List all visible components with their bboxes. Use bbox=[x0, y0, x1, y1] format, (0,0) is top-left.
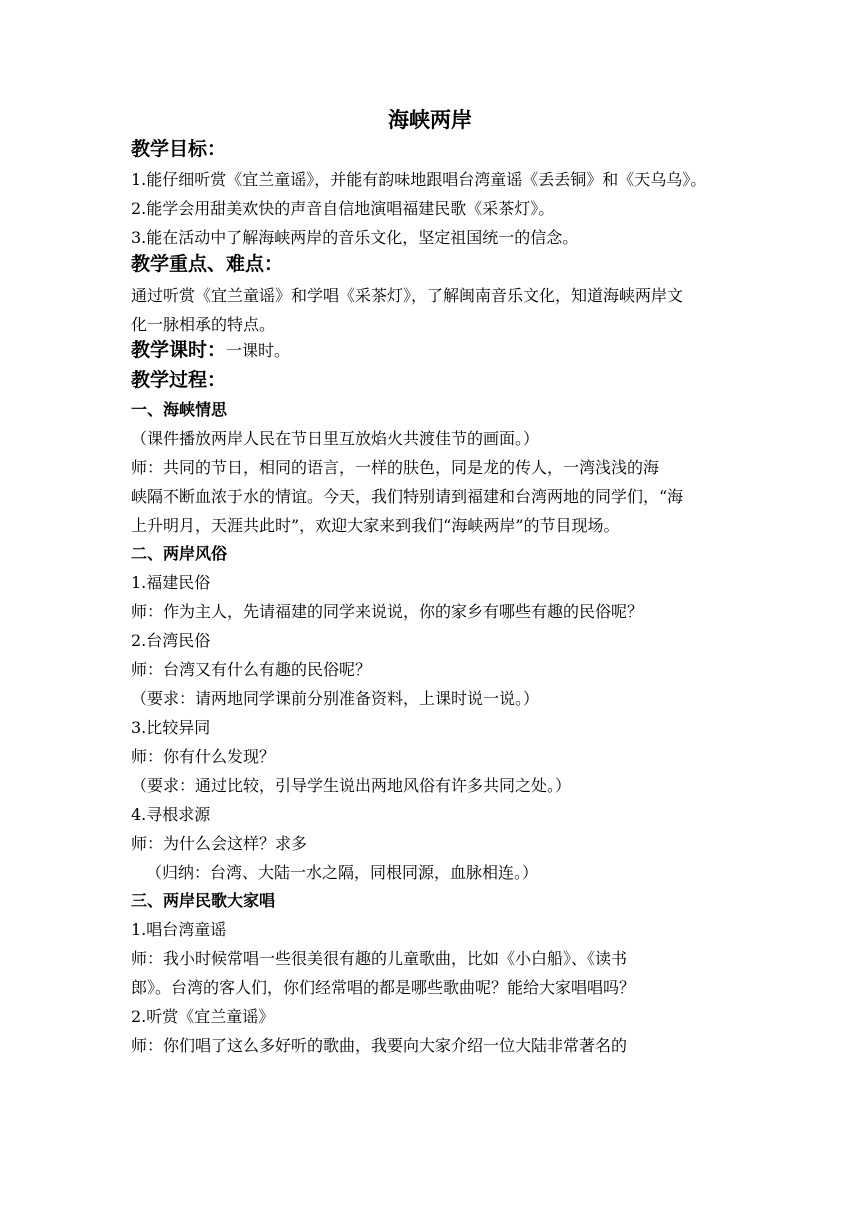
hours-heading: 教学课时： bbox=[131, 339, 227, 361]
body-line: 1.唱台湾童谣 bbox=[131, 920, 227, 939]
body-line: 4.寻根求源 bbox=[131, 805, 211, 824]
section-heading: 三、两岸民歌大家唱 bbox=[131, 891, 276, 910]
body-line: （课件播放两岸人民在节日里互放焰火共渡佳节的画面。） bbox=[131, 429, 540, 448]
hours-value: 一课时。 bbox=[226, 341, 291, 360]
body-line: 师：为什么会这样？求多 bbox=[131, 834, 308, 853]
body-line: 上升明月，天涯共此时”，欢迎大家来到我们“海峡两岸”的节目现场。 bbox=[131, 516, 620, 535]
key-points-line: 化一脉相承的特点。 bbox=[131, 315, 276, 334]
body-line: 1.福建民俗 bbox=[131, 573, 211, 592]
hours-row bbox=[131, 339, 290, 362]
body-line: （归纳：台湾、大陆一水之隔，同根同源，血脉相连。） bbox=[146, 863, 539, 882]
body-line: 师：作为主人，先请福建的同学来说说，你的家乡有哪些有趣的民俗呢？ bbox=[131, 602, 644, 621]
body-line: 2.听赏《宜兰童谣》 bbox=[131, 1007, 275, 1026]
key-points-heading: 教学重点、难点： bbox=[131, 253, 284, 275]
body-line: 峡隔不断血浓于水的情谊。今天，我们特别请到福建和台湾两地的同学们，“海 bbox=[131, 487, 684, 506]
body-line: （要求：请两地同学课前分别准备资料，上课时说一说。） bbox=[131, 689, 540, 708]
process-heading: 教学过程： bbox=[131, 369, 227, 391]
body-line: 2.台湾民俗 bbox=[131, 631, 211, 650]
objectives-heading: 教学目标： bbox=[131, 138, 227, 160]
body-line: 郎》。台湾的客人们，你们经常唱的都是哪些歌曲呢？能给大家唱唱吗？ bbox=[131, 978, 636, 997]
objective-item: 2.能学会用甜美欢快的声音自信地演唱福建民歌《采茶灯》。 bbox=[131, 199, 555, 218]
section-heading: 二、两岸风俗 bbox=[131, 544, 228, 563]
body-line: 师：你们唱了这么多好听的歌曲，我要向大家介绍一位大陆非常著名的 bbox=[131, 1036, 628, 1055]
body-line: 师：共同的节日，相同的语言，一样的肤色，同是龙的传人，一湾浅浅的海 bbox=[131, 458, 660, 477]
section-heading: 一、海峡情思 bbox=[131, 400, 228, 419]
body-line: 师：我小时候常唱一些很美很有趣的儿童歌曲，比如《小白船》、《读书 bbox=[131, 949, 628, 968]
body-line: 师：你有什么发现？ bbox=[131, 747, 276, 766]
body-line: 师：台湾又有什么有趣的民俗呢？ bbox=[131, 660, 372, 679]
objective-item: 3.能在活动中了解海峡两岸的音乐文化，坚定祖国统一的信念。 bbox=[131, 228, 579, 247]
objective-item: 1.能仔细听赏《宜兰童谣》，并能有韵味地跟唱台湾童谣《丢丢铜》和《天乌乌》。 bbox=[131, 170, 707, 189]
page-title: 海峡两岸 bbox=[388, 108, 472, 132]
body-line: 3.比较异同 bbox=[131, 718, 211, 737]
body-line: （要求：通过比较，引导学生说出两地风俗有许多共同之处。） bbox=[131, 776, 572, 795]
key-points-line: 通过听赏《宜兰童谣》和学唱《采茶灯》，了解闽南音乐文化，知道海峡两岸文 bbox=[131, 286, 684, 305]
